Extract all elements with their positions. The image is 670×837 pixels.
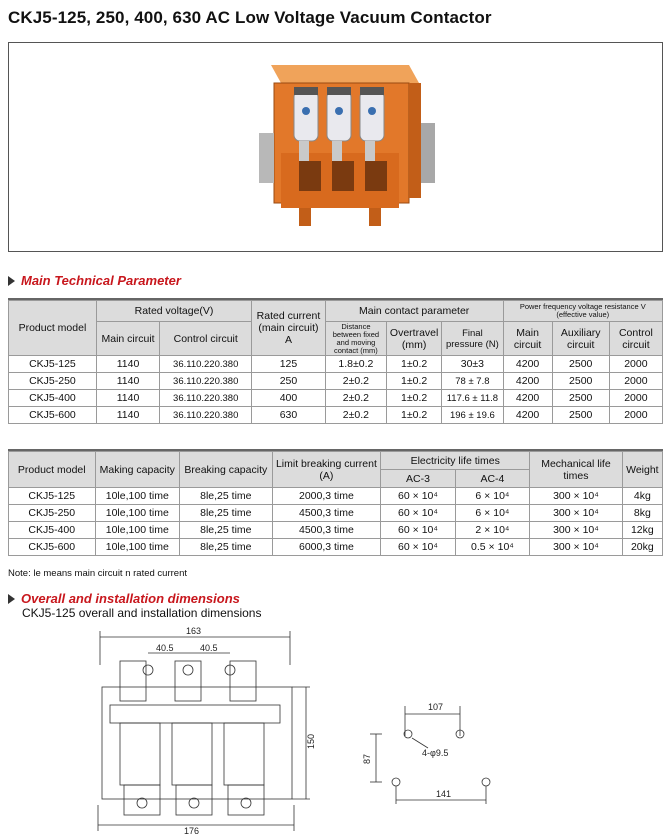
cell: 2500 xyxy=(552,356,609,373)
cell: 8kg xyxy=(622,505,662,522)
cell: 2000 xyxy=(609,373,662,390)
cell: 2±0.2 xyxy=(325,390,386,407)
cell: 2000 xyxy=(609,407,662,424)
header-rated-current: Rated current (main circuit) A xyxy=(252,301,326,356)
table-row xyxy=(9,390,663,407)
header-pf-aux: Auxiliary circuit xyxy=(552,322,609,356)
dim-hole-spec: 4-φ9.5 xyxy=(422,748,449,758)
dim-height: 150 xyxy=(306,733,316,749)
contactor-illustration xyxy=(259,65,435,226)
table-row xyxy=(9,539,663,556)
header-breaking: Breaking capacity xyxy=(180,452,273,488)
header-product-model: Product model xyxy=(9,301,97,356)
table-row xyxy=(9,356,663,373)
mounting-holes-drawing xyxy=(360,690,510,810)
life-table xyxy=(8,451,663,556)
cell: CKJ5-600 xyxy=(9,539,96,556)
page-title: CKJ5-125, 250, 400, 630 AC Low Voltage Vacuum Contactor xyxy=(8,8,492,27)
cell: 630 xyxy=(252,407,326,424)
footnote: Note: le means main circuit n rated current xyxy=(8,568,187,579)
header-main-circuit: Main circuit xyxy=(96,322,159,356)
cell: 1±0.2 xyxy=(387,373,442,390)
table-row xyxy=(9,407,663,424)
cell: 300 × 10⁴ xyxy=(530,522,623,539)
cell: 0.5 × 10⁴ xyxy=(455,539,529,556)
cell: 1±0.2 xyxy=(387,407,442,424)
header-control-circuit: Control circuit xyxy=(160,322,252,356)
cell: 4500,3 time xyxy=(272,505,381,522)
cell: CKJ5-400 xyxy=(9,522,96,539)
cell: 2±0.2 xyxy=(325,407,386,424)
dim-hole-bottom: 141 xyxy=(436,789,452,799)
front-view-drawing xyxy=(80,625,320,835)
cell: 4200 xyxy=(503,373,552,390)
triangle-bullet-icon xyxy=(8,594,15,604)
cell: 10le,100 time xyxy=(95,505,180,522)
dimension-caption: CKJ5-125 overall and installation dimensions xyxy=(22,606,262,620)
cell: 60 × 10⁴ xyxy=(381,488,455,505)
cell: 60 × 10⁴ xyxy=(381,539,455,556)
cell: 2000,3 time xyxy=(272,488,381,505)
cell: 8le,25 time xyxy=(180,522,273,539)
cell: 60 × 10⁴ xyxy=(381,505,455,522)
cell: 2000 xyxy=(609,356,662,373)
cell: 4kg xyxy=(622,488,662,505)
table-row xyxy=(9,488,663,505)
table-row xyxy=(9,505,663,522)
table-row xyxy=(9,373,663,390)
dim-top: 163 xyxy=(186,626,202,636)
cell: 2 × 10⁴ xyxy=(455,522,529,539)
dim-pitch2: 40.5 xyxy=(200,643,218,653)
header-ac4: AC-4 xyxy=(455,470,529,488)
cell: 1140 xyxy=(96,356,159,373)
cell: CKJ5-250 xyxy=(9,373,97,390)
section-dimensions xyxy=(8,591,240,606)
cell: 2500 xyxy=(552,407,609,424)
header-limit: Limit breaking current (A) xyxy=(272,452,381,488)
cell: 10le,100 time xyxy=(95,539,180,556)
cell: 1140 xyxy=(96,407,159,424)
header-power-frequency: Power frequency voltage resistance V (effective value) xyxy=(503,301,662,322)
cell: 4200 xyxy=(503,390,552,407)
cell: 60 × 10⁴ xyxy=(381,522,455,539)
dim-hole-vert: 87 xyxy=(362,753,372,764)
header-final-pressure: Final pressure (N) xyxy=(442,322,503,356)
cell: 300 × 10⁴ xyxy=(530,539,623,556)
cell: 117.6 ± 11.8 xyxy=(442,390,503,407)
cell: 2000 xyxy=(609,390,662,407)
cell: 300 × 10⁴ xyxy=(530,488,623,505)
cell: 1±0.2 xyxy=(387,390,442,407)
cell: 8le,25 time xyxy=(180,505,273,522)
cell: CKJ5-250 xyxy=(9,505,96,522)
header-mech-life: Mechanical life times xyxy=(530,452,623,488)
cell: 36.110.220.380 xyxy=(160,390,252,407)
cell: 2±0.2 xyxy=(325,373,386,390)
cell: 400 xyxy=(252,390,326,407)
header-pf-main: Main circuit xyxy=(503,322,552,356)
section-title: Main Technical Parameter xyxy=(21,273,181,288)
cell: 30±3 xyxy=(442,356,503,373)
header-rated-voltage: Rated voltage(V) xyxy=(96,301,251,322)
cell: 20kg xyxy=(622,539,662,556)
cell: 12kg xyxy=(622,522,662,539)
cell: 2500 xyxy=(552,373,609,390)
header-ac3: AC-3 xyxy=(381,470,455,488)
cell: CKJ5-125 xyxy=(9,356,97,373)
cell: CKJ5-125 xyxy=(9,488,96,505)
header-overtravel: Overtravel (mm) xyxy=(387,322,442,356)
header-main-contact: Main contact parameter xyxy=(325,301,503,322)
cell: 10le,100 time xyxy=(95,488,180,505)
dim-hole-top: 107 xyxy=(428,702,444,712)
header-product-model: Product model xyxy=(9,452,96,488)
cell: 36.110.220.380 xyxy=(160,373,252,390)
cell: 4200 xyxy=(503,407,552,424)
triangle-bullet-icon xyxy=(8,276,15,286)
dim-pitch1: 40.5 xyxy=(156,643,174,653)
cell: CKJ5-600 xyxy=(9,407,97,424)
header-making: Making capacity xyxy=(95,452,180,488)
cell: CKJ5-400 xyxy=(9,390,97,407)
cell: 78 ± 7.8 xyxy=(442,373,503,390)
cell: 196 ± 19.6 xyxy=(442,407,503,424)
cell: 8le,25 time xyxy=(180,488,273,505)
cell: 1.8±0.2 xyxy=(325,356,386,373)
cell: 1±0.2 xyxy=(387,356,442,373)
cell: 1140 xyxy=(96,373,159,390)
cell: 8le,25 time xyxy=(180,539,273,556)
main-parameter-table xyxy=(8,300,663,424)
cell: 10le,100 time xyxy=(95,522,180,539)
cell: 6 × 10⁴ xyxy=(455,488,529,505)
cell: 125 xyxy=(252,356,326,373)
cell: 300 × 10⁴ xyxy=(530,505,623,522)
header-distance: Distance between fixed and moving contact (mm) xyxy=(325,322,386,356)
header-elec-life: Electricity life times xyxy=(381,452,530,470)
cell: 6 × 10⁴ xyxy=(455,505,529,522)
dim-bottom: 176 xyxy=(184,826,200,835)
cell: 6000,3 time xyxy=(272,539,381,556)
cell: 36.110.220.380 xyxy=(160,356,252,373)
cell: 1140 xyxy=(96,390,159,407)
cell: 4500,3 time xyxy=(272,522,381,539)
cell: 4200 xyxy=(503,356,552,373)
cell: 250 xyxy=(252,373,326,390)
header-pf-control: Control circuit xyxy=(609,322,662,356)
product-photo xyxy=(8,42,663,252)
cell: 36.110.220.380 xyxy=(160,407,252,424)
cell: 2500 xyxy=(552,390,609,407)
section-title: Overall and installation dimensions xyxy=(21,591,240,606)
header-weight: Weight xyxy=(622,452,662,488)
table-row xyxy=(9,522,663,539)
section-main-technical xyxy=(8,273,181,288)
